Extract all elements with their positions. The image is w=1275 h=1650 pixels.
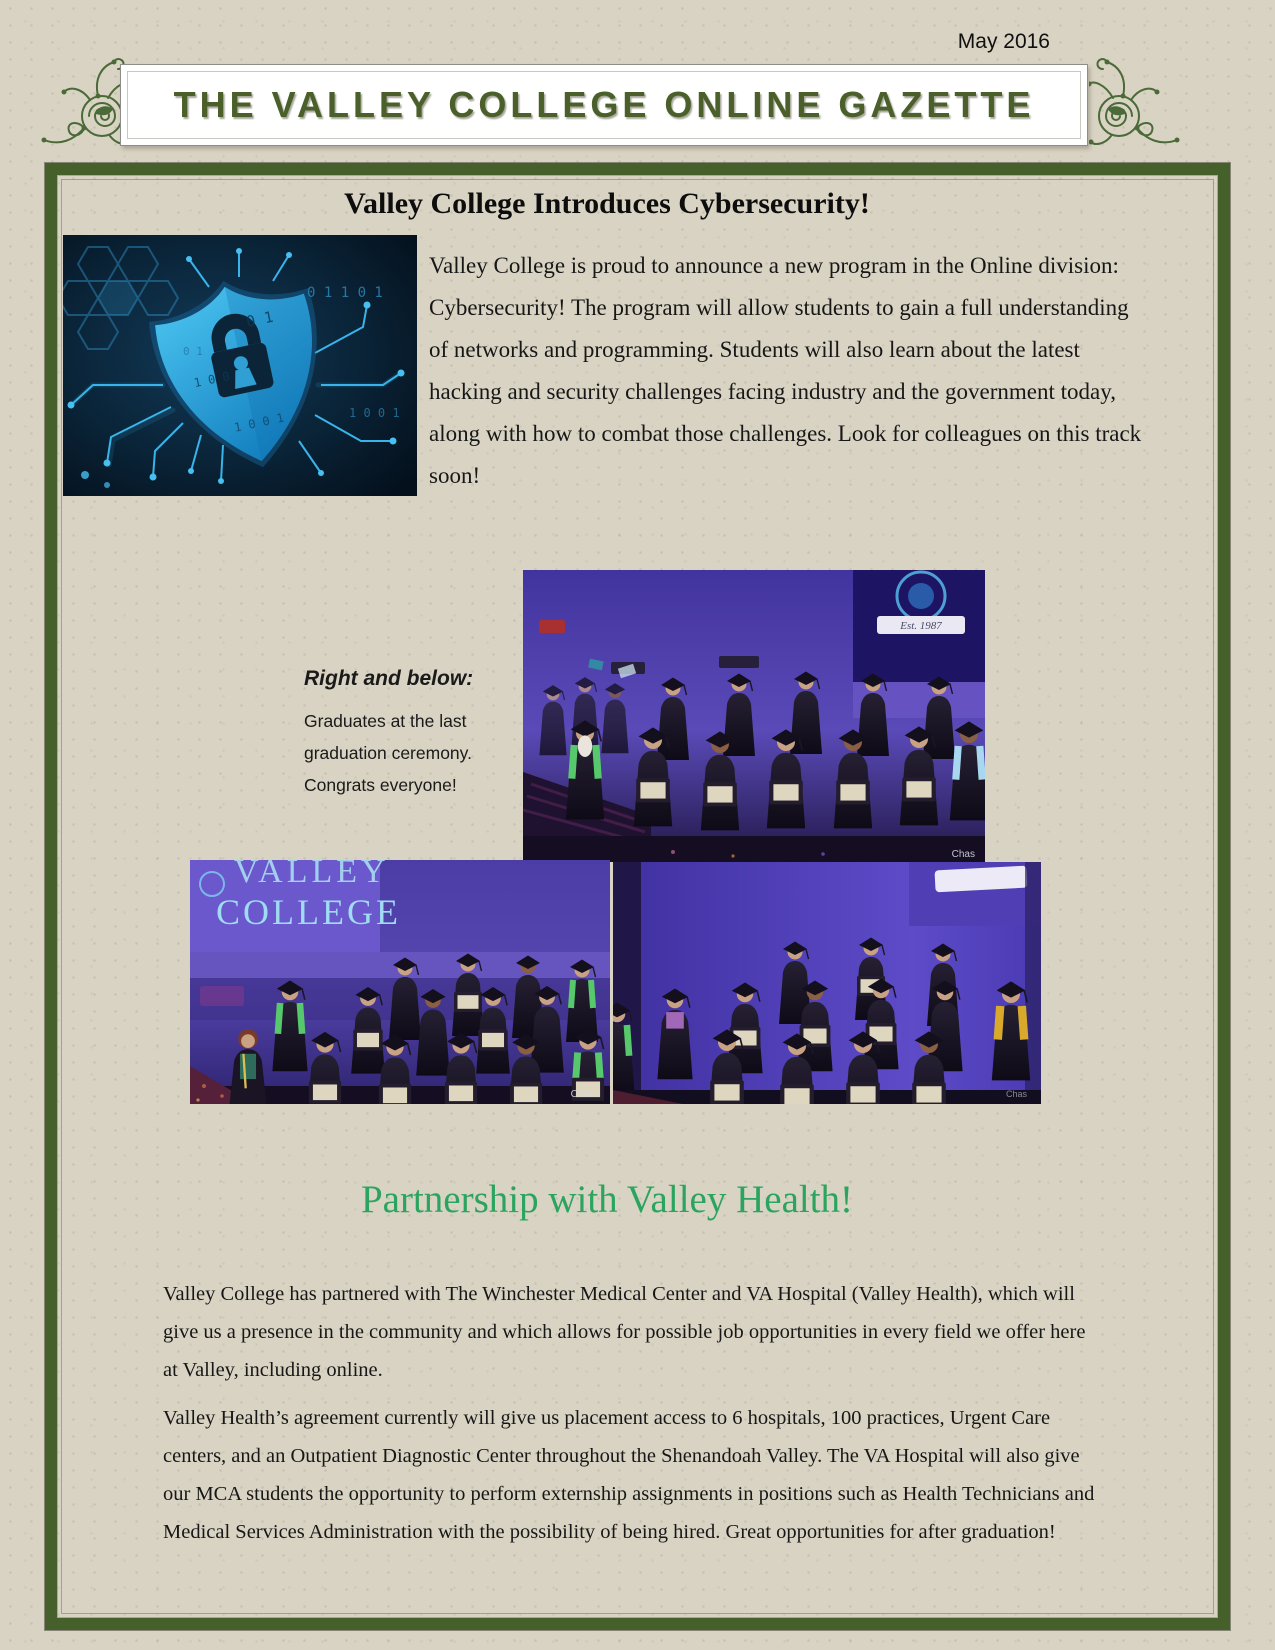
svg-text:1 0 0 1: 1 0 0 1 bbox=[232, 410, 286, 435]
photo-watermark: Chas bbox=[951, 849, 975, 860]
masthead-banner bbox=[120, 64, 1088, 146]
svg-text:1 0 0 1: 1 0 0 1 bbox=[349, 406, 400, 420]
graduation-photo-top bbox=[523, 570, 985, 862]
photo-caption-line: Congrats everyone! bbox=[304, 775, 457, 795]
screen-text: COLLEGE bbox=[216, 892, 401, 932]
partnership-paragraph-1: Valley College has partnered with The Winchester Medical Center and VA Hospital (Valley Health), which will give us a presence in the community and which allows for possible job opportunities in every field we offer here at Valley, including online. bbox=[163, 1283, 1086, 1381]
screen-banner-text: Est. 1987 bbox=[900, 620, 942, 632]
photo-watermark: Chas bbox=[570, 1089, 594, 1100]
photo-caption-line: Graduates at the last bbox=[304, 711, 467, 731]
svg-text:0 1: 0 1 bbox=[183, 345, 203, 358]
article-body-cybersecurity: Valley College is proud to announce a new program in the Online division: Cybersecurity! The program will allow students to gain a full understanding of networks and programming. Students will also learn about the latest hacking and security challenges facing industry and the government today, along with how to combat those challenges. Look for colleagues on this track soon! bbox=[429, 253, 1142, 488]
photo-caption-lead: Right and below: bbox=[304, 667, 474, 690]
screen-text: VALLEY bbox=[234, 860, 390, 890]
graduation-photo-left bbox=[190, 860, 610, 1104]
photo-caption-line: graduation ceremony. bbox=[304, 743, 472, 763]
svg-text:0 1 1 0 1: 0 1 1 0 1 bbox=[307, 285, 383, 301]
partnership-paragraph-2: Valley Health’s agreement currently will give us placement access to 6 hospitals, 100 practices, Urgent Care centers, and an Outpatient Diagnostic Center throughout the Shenandoah Valley. The VA Hospital will also give our MCA students the opportunity to perform externship assignments in positions such as Health Technicians and Medical Services Administration with the possibility of being hired. Great opportunities for after graduation! bbox=[163, 1407, 1095, 1543]
photo-watermark: Chas bbox=[1005, 1089, 1027, 1099]
cybersecurity-image bbox=[63, 235, 417, 496]
article-body-partnership bbox=[163, 1275, 1095, 1561]
svg-text:0 1: 0 1 bbox=[244, 307, 275, 331]
masthead-title: THE VALLEY COLLEGE ONLINE GAZETTE bbox=[173, 84, 1035, 125]
photo-caption bbox=[304, 667, 526, 801]
article-title-partnership: Partnership with Valley Health! bbox=[360, 1178, 854, 1221]
flourish-icon bbox=[1089, 54, 1181, 152]
flourish-icon bbox=[40, 54, 132, 152]
issue-date: May 2016 bbox=[957, 30, 1050, 53]
svg-text:1 0 0: 1 0 0 bbox=[192, 369, 231, 391]
content-frame bbox=[45, 163, 1230, 1630]
article-title-cybersecurity: Valley College Introduces Cybersecurity! bbox=[344, 187, 870, 220]
graduation-photo-right bbox=[613, 862, 1041, 1104]
